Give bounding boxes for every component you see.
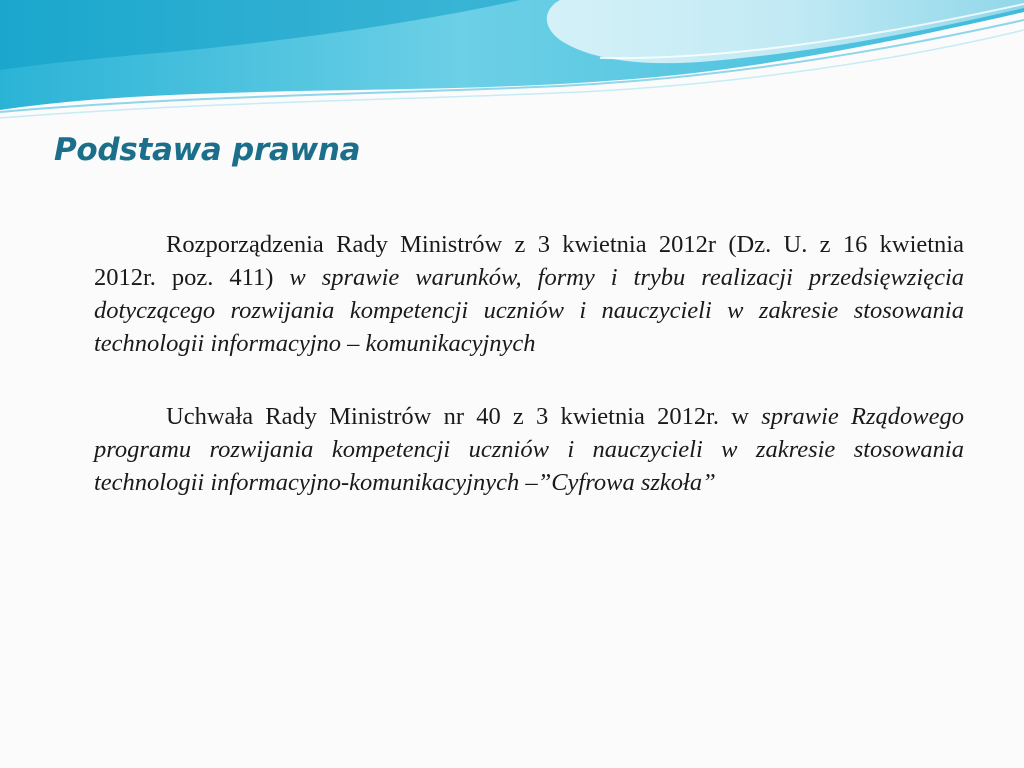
paragraph-2-italic-text: sprawie Rządowego programu rozwijania kompetencji uczniów i nauczycieli w zakresie stosowania technologii informacyjno-komunikacyjnych –”Cyfrowa szkoła” xyxy=(94,403,964,496)
paragraph-1-italic-text: w sprawie warunków, formy i trybu realizacji przedsięwzięcia dotyczącego rozwijania kompetencji uczniów i nauczycieli w zakresie stosowania technologii informacyjno – komunikacyjnych xyxy=(94,264,965,357)
slide-title: Podstawa prawna xyxy=(54,132,361,168)
legal-basis-paragraph-2 xyxy=(94,400,964,499)
header-wave-decoration xyxy=(0,0,1024,130)
legal-basis-paragraph-1 xyxy=(94,228,964,360)
paragraph-2-regular-text: Uchwała Rady Ministrów nr 40 z 3 kwietnia 2012r. w xyxy=(166,403,762,430)
paragraph-1-regular-text: Rozporządzenia Rady Ministrów z 3 kwietnia 2012r (Dz. U. z 16 kwietnia 2012r. poz. 411) xyxy=(94,231,964,291)
slide-body xyxy=(94,228,964,539)
